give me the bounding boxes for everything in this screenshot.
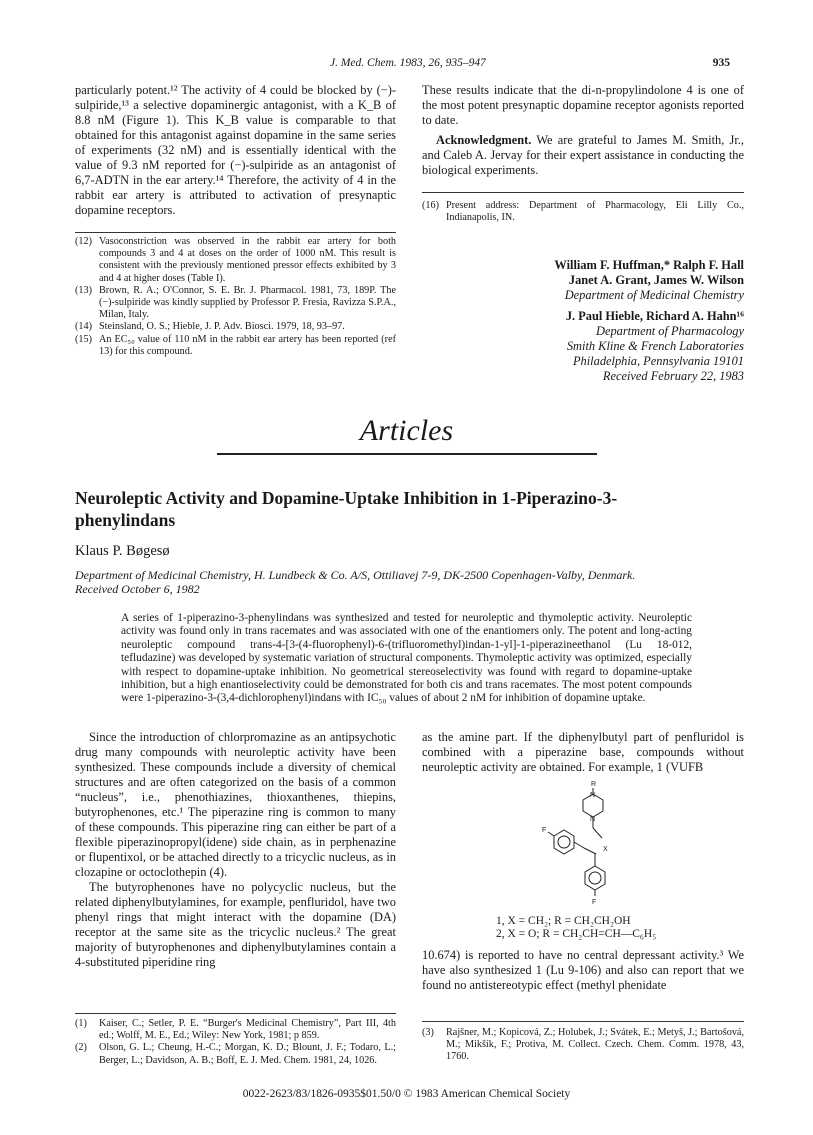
- footnotes-12-15: [75, 236, 396, 358]
- footnote: (12) Vasoconstriction was observed in the rabbit ear artery for both compounds 3 and 4 at doses on the order of 1000 nM. This result is consistent with the previously mentioned pressor effects exhibited by 3 and 4 at higher doses (Table I).: [75, 236, 396, 284]
- footnote-rule: [75, 1013, 396, 1014]
- body-right-column-lower: [422, 948, 744, 993]
- atom-label: X: [603, 846, 608, 853]
- author-names: William F. Huffman,* Ralph F. Hall: [554, 258, 744, 272]
- received-date: Received February 22, 1983: [602, 369, 744, 383]
- structure-legend: [496, 915, 656, 941]
- compound-2-label: 2, X = O; R = CH₂CH=CH—C₆H₅: [496, 928, 657, 940]
- footnote-rule: [422, 1021, 744, 1022]
- footnote-rule: [422, 192, 744, 193]
- department: Department of Medicinal Chemistry: [564, 288, 744, 302]
- footnote: (13) Brown, R. A.; O'Connor, S. E. Br. J. Pharmacol. 1981, 73, 189P. The (−)-sulpiride was kindly supplied by Professor P. Fresia, Ravizza S.P.A., Milan, Italy.: [75, 284, 396, 321]
- body-right-column: [422, 730, 744, 775]
- body-left-column: [75, 730, 396, 970]
- footnote: (16) Present address: Department of Pharmacology, Eli Lilly Co., Indianapolis, IN.: [422, 200, 744, 224]
- company: Smith Kline & French Laboratories: [566, 339, 744, 353]
- chemical-structure: [540, 780, 650, 910]
- continuation-paragraph: particularly potent.¹² The activity of 4 could be blocked by (−)-sulpiride,¹³ a selective dopaminergic antagonist, with a K_B of 8.8 nM (Figure 1). This K_B value is comparable to that obtained for this antagonist against dopamine in the same series of experiments (32 nM) and is essentially identical with the value of 9.3 nM reported for (−)-sulpiride as an antagonist of 6,7-ADTN in the ear artery.¹⁴ Therefore, the activity of 4 in the rabbit ear artery is attributed to activation of presynaptic dopamine receptors.: [75, 83, 396, 217]
- footnote: (14) Steinsland, O. S.; Hieble, J. P. Adv. Biosci. 1979, 18, 93–97.: [75, 321, 345, 333]
- department: Department of Pharmacology: [596, 324, 744, 338]
- received-date: Received October 6, 1982: [75, 582, 200, 596]
- footnote-16: [422, 200, 744, 224]
- body-paragraph: 10.674) is reported to have no central depressant activity.³ We have also synthesized 1 (Lu 9-106) and also can report that we found no antistereotypic effect (methyl phenidate: [422, 948, 744, 992]
- body-paragraph: Since the introduction of chlorpromazine as an antipsychotic drug many compounds with neuroleptic activity have been synthesized. These compounds include a diversity of chemical structures and are often categorized on the basis of a common “nucleus”, i.e., phenothiazines, thioxanthenes, thiepins, butyrophenones, etc.¹ The piperazine ring is common to many of these compounds. This piperazine ring can either be part of a flexible piperazinopropyl(idene) side chain, as in perphenazine or flupentixol, or be attached directly to a tricyclic nucleus, as in clozapine or octoclothepin (4).: [75, 730, 396, 879]
- footnotes-1-2: [75, 1018, 396, 1067]
- footnote: (2) Olson, G. L.; Cheung, H.-C.; Morgan, K. D.; Blount, J. F.; Todaro, L.; Berger, L.; Davidson, A. B.; Boff, E. J. Med. Chem. 1981, 24, 1026.: [75, 1042, 396, 1066]
- ack-text: We are grateful to James M. Smith, Jr., and Caleb A. Jervay for their expert assistance in conducting the biological experiments.: [422, 133, 744, 177]
- previous-article-authors: [440, 258, 744, 384]
- atom-label: F: [542, 827, 547, 834]
- page-number: 935: [712, 57, 730, 69]
- author-names: Janet A. Grant, James W. Wilson: [568, 273, 744, 287]
- footnote-rule: [75, 232, 396, 233]
- ack-heading: Acknowledgment.: [436, 133, 532, 147]
- conclusion-paragraph: These results indicate that the di-n-propylindolone 4 is one of the most potent presynaptic dopamine receptor agonists reported to date.: [422, 83, 744, 127]
- section-rule: [217, 453, 597, 455]
- left-top-text: [75, 83, 396, 218]
- right-top-text: [422, 83, 744, 178]
- fluorophenyl-ring: [554, 830, 574, 854]
- atom-label: F: [592, 899, 597, 906]
- body-paragraph: The butyrophenones have no polycyclic nucleus, but the related diphenylbutylamines, for example, penfluridol, have two phenyl rings that might interact with the dopamine (DA) receptor at the same site as the tricyclic nucleus.² The great majority of butyrophenones and diphenylbutylamines contain a 4-substituted piperidine ring: [75, 880, 396, 969]
- atom-label: N: [590, 792, 596, 799]
- atom-label: R: [591, 781, 597, 788]
- footnote: (1) Kaiser, C.; Setler, P. E. “Burger's Medicinal Chemistry”, Part III, 4th ed.; Wolff, M. E., Ed.; Wiley: New York, 1981; p 859.: [75, 1018, 396, 1042]
- copyright-footer: 0022-2623/83/1826-0935$01.50/0 © 1983 American Chemical Society: [242, 1088, 571, 1100]
- compound-1-label: 1, X = CH₂; R = CH₂CH₂OH: [496, 915, 631, 927]
- running-header-journal: J. Med. Chem. 1983, 26, 935–947: [330, 57, 486, 69]
- atom-label: N: [590, 816, 596, 823]
- article-affiliation: [75, 568, 755, 596]
- body-paragraph: as the amine part. If the diphenylbutyl part of penfluridol is combined with a piperazine base, compounds without neuroleptic activity are obtained. For example, 1 (VUFB: [422, 730, 744, 774]
- author-names: J. Paul Hieble, Richard A. Hahn¹⁶: [565, 309, 744, 323]
- city: Philadelphia, Pennsylvania 19101: [572, 354, 744, 368]
- section-heading: Articles: [359, 414, 454, 447]
- fluorophenyl-ring-lower: [585, 866, 605, 890]
- footnote: (15) An EC₅₀ value of 110 nM in the rabbit ear artery has been reported (ref 13) for this compound.: [75, 333, 396, 357]
- abstract: A series of 1-piperazino-3-phenylindans was synthesized and tested for neuroleptic and thymoleptic activity. Neuroleptic activity was found only in trans racemates and was associated with one of the enantiomers only. The potent and long-acting neuroleptic compound trans-4-[3-(4-fluorophenyl)-6-(trifluoromethyl)indan-1-yl]-1-piperazineethanol (Lu 18-012, tefludazine) was developed by systematic variation of structural components. Thymoleptic activity was optimized, especially with respect to dopamine-uptake inhibition. No geometrical stereoselectivity was found with regard to dopamine-uptake inhibition, but a high enantioselectivity could be demonstrated for both cis and trans racemates. The most potent compounds were 1-piperazino-3-(3,4-dichlorophenyl)indans with IC₅₀ values of about 2 nM for inhibition of dopamine uptake.: [121, 612, 692, 705]
- acknowledgment: [422, 133, 744, 178]
- affiliation-text: Department of Medicinal Chemistry, H. Lundbeck & Co. A/S, Ottiliavej 7-9, DK-2500 Copenhagen-Valby, Denmark.: [75, 568, 636, 582]
- footnote: (3) Rajšner, M.; Kopicová, Z.; Holubek, J.; Svátek, E.; Metyš, J.; Bartošová, M.; Mikšík, F.; Protiva, M. Collect. Czech. Chem. Comm. 1978, 43, 1760.: [422, 1027, 744, 1063]
- footnote-3: [422, 1027, 744, 1064]
- article-author: Klaus P. Bøgesø: [75, 543, 170, 559]
- article-title: Neuroleptic Activity and Dopamine-Uptake Inhibition in 1-Piperazino-3-phenylindans: [75, 488, 618, 530]
